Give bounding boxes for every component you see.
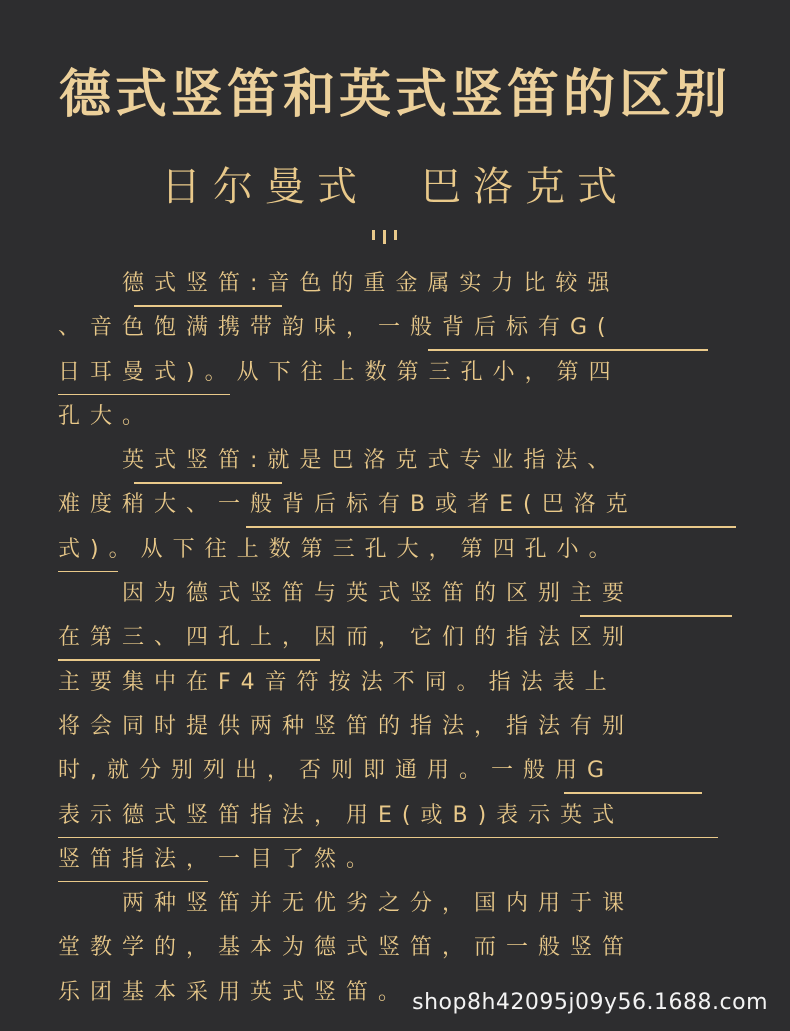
text-line [58, 882, 738, 926]
text-line-content: 英式竖笛:就是巴洛克式专业指法、 [58, 448, 620, 474]
text-line [58, 262, 738, 306]
text-line-content: 孔大。 [58, 403, 155, 429]
page-subtitle: 日尔曼式 巴洛克式 [161, 164, 629, 210]
text-line-content: 时,就分别列出，否则即通用。一般用G [58, 758, 615, 784]
text-line-content: 乐团基本采用英式竖笛。 [58, 979, 411, 1005]
text-line-content: 德式竖笛:音色的重金属实力比较强 [58, 271, 620, 296]
text-line-content: 式)。从下往上数第三孔大，第四孔小。 [58, 536, 621, 562]
article-body [58, 262, 738, 1015]
page-title: 德式竖笛和英式竖笛的区别 [58, 64, 731, 125]
text-line [58, 705, 738, 749]
text-line-content: 竖笛指法，一目了然。 [58, 846, 379, 872]
text-line [58, 616, 738, 660]
text-line-content: 主要集中在F4音符按法不同。指法表上 [58, 669, 617, 695]
text-line-content: 在第三、四孔上，因而，它们的指法区别 [58, 625, 635, 651]
text-line-content: 表示德式竖笛指法，用E(或B)表示英式 [58, 802, 625, 828]
text-line-content: 、音色饱满携带韵味，一般背后标有G( [58, 315, 616, 341]
text-line [58, 439, 738, 483]
text-line [58, 395, 738, 439]
text-line-content: 日耳曼式)。从下往上数第三孔小，第四 [58, 359, 621, 385]
text-line-content: 因为德式竖笛与英式竖笛的区别主要 [58, 581, 635, 607]
text-line [58, 749, 738, 793]
text-line [58, 528, 738, 572]
text-line [58, 351, 738, 395]
decorative-divider-icon [372, 230, 402, 244]
text-line [58, 483, 738, 527]
text-line-content: 将会同时提供两种竖笛的指法，指法有别 [58, 713, 635, 739]
text-line-content: 两种竖笛并无优劣之分，国内用于课 [58, 891, 635, 917]
text-line-content: 难度稍大、一般背后标有B或者E(巴洛克 [58, 492, 638, 518]
text-line [58, 794, 738, 838]
watermark-text: shop8h42095j09y56.1688.com [412, 990, 768, 1015]
text-line [58, 572, 738, 616]
text-line-content: 堂教学的，基本为德式竖笛，而一般竖笛 [58, 935, 635, 961]
text-line [58, 838, 738, 882]
text-line [58, 306, 738, 350]
text-line [58, 926, 738, 970]
text-line [58, 661, 738, 705]
